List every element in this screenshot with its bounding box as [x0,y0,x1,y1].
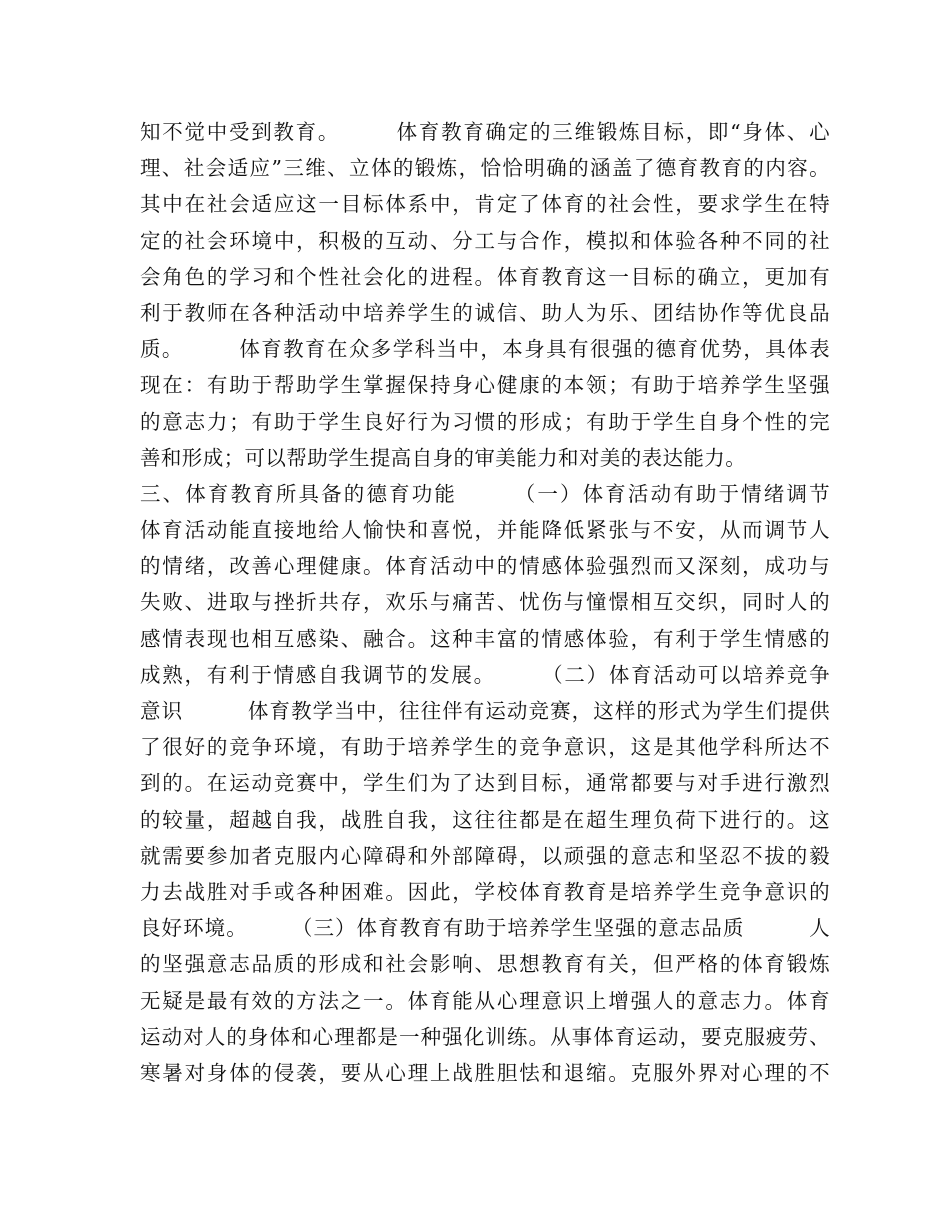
text-line: 力去战胜对手或各种困难。因此，学校体育教育是培养学生竞争意识的 [140,879,830,904]
text-line: 到的。在运动竞赛中，学生们为了达到目标，通常都要与对手进行激烈 [140,771,830,796]
text-line: 利于教师在各种活动中培养学生的诚信、助人为乐、团结协作等优良品 [140,300,830,325]
text-line: 的较量，超越自我，战胜自我，这往往都是在超生理负荷下进行的。这 [140,807,830,832]
text-line: 的情绪，改善心理健康。体育活动中的情感体验强烈而又深刻，成功与 [140,554,830,579]
text-line: 的意志力；有助于学生良好行为习惯的形成；有助于学生自身个性的完 [140,409,830,434]
text-line: 知不觉中受到教育。 体育教育确定的三维锻炼目标，即“身体、心 [140,120,830,144]
text-line: 定的社会环境中，积极的互动、分工与合作，模拟和体验各种不同的社 [140,228,830,253]
text-line: 体育活动能直接地给人愉快和喜悦，并能降低紧张与不安，从而调节人 [140,518,830,543]
body-text [140,114,830,1091]
text-line: 失败、进取与挫折共存，欢乐与痛苦、忧伤与憧憬相互交织，同时人的 [140,590,830,615]
text-line: 现在：有助于帮助学生掌握保持身心健康的本领；有助于培养学生坚强 [140,373,830,398]
section-heading-line: 三、体育教育所具备的德育功能 （一）体育活动有助于情绪调节 [140,481,830,506]
text-line: 的坚强意志品质的形成和社会影响、思想教育有关，但严格的体育锻炼 [140,952,830,977]
text-line: 了很好的竞争环境，有助于培养学生的竞争意识，这是其他学科所达不 [140,735,830,760]
text-line: 善和形成；可以帮助学生提高自身的审美能力和对美的表达能力。 [140,445,747,470]
text-line: 成熟，有利于情感自我调节的发展。 （二）体育活动可以培养竞争 [140,662,830,687]
text-line: 感情表现也相互感染、融合。这种丰富的情感体验，有利于学生情感的 [140,626,830,651]
text-line: 质。 体育教育在众多学科当中，本身具有很强的德育优势，具体表 [140,337,830,362]
text-line: 理、社会适应”三维、立体的锻炼，恰恰明确的涵盖了德育教育的内容。 [140,156,830,181]
text-line: 运动对人的身体和心理都是一种强化训练。从事体育运动，要克服疲劳、 [140,1024,830,1049]
text-line: 会角色的学习和个性社会化的进程。体育教育这一目标的确立，更加有 [140,264,830,289]
text-line: 就需要参加者克服内心障碍和外部障碍，以顽强的意志和坚忍不拔的毅 [140,843,830,868]
text-line: 寒暑对身体的侵袭，要从心理上战胜胆怯和退缩。克服外界对心理的不 [140,1060,830,1085]
text-line: 其中在社会适应这一目标体系中，肯定了体育的社会性，要求学生在特 [140,192,830,217]
text-line: 无疑是最有效的方法之一。体育能从心理意识上增强人的意志力。体育 [140,988,830,1013]
text-line: 意识 体育教学当中，往往伴有运动竞赛，这样的形式为学生们提供 [140,699,830,723]
text-line: 良好环境。 （三）体育教育有助于培养学生坚强的意志品质 人 [140,916,830,941]
